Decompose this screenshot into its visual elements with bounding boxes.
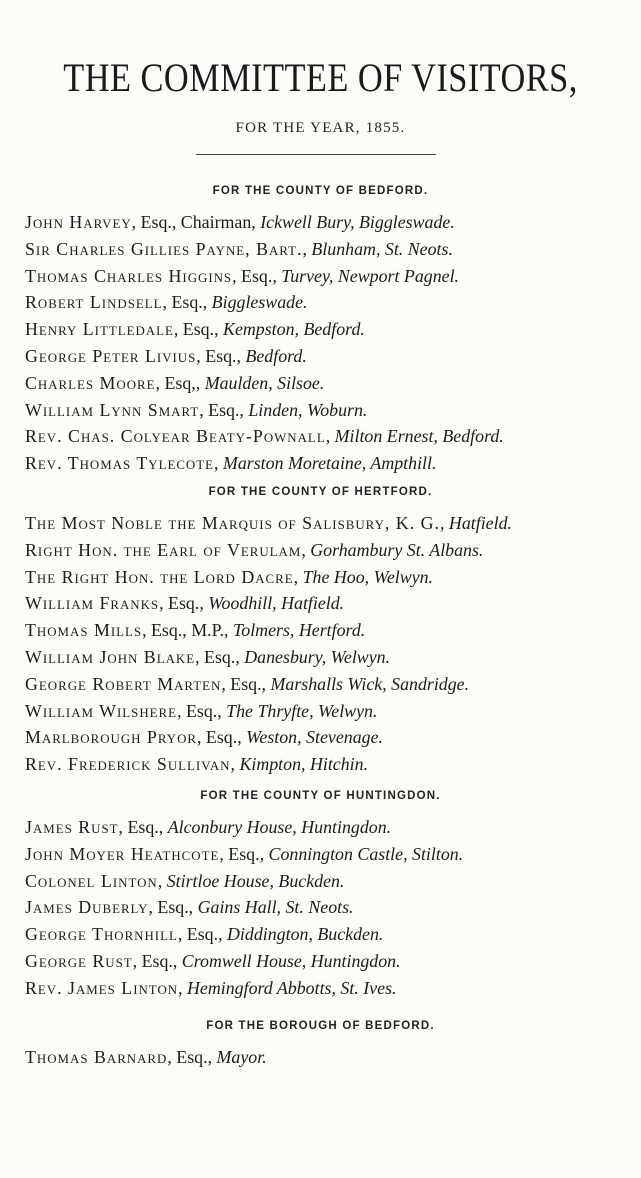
member-title: , bbox=[293, 566, 303, 587]
member-title: , Esq., bbox=[199, 399, 249, 420]
member-title: , Esq., bbox=[167, 1047, 217, 1067]
member-name: Right Hon. the Earl of Verulam bbox=[25, 539, 302, 560]
member-name: John Moyer Heathcote bbox=[25, 843, 220, 864]
member-name: George Peter Livius bbox=[25, 346, 197, 366]
member-name: George Thornhill bbox=[25, 924, 178, 945]
member-entry bbox=[25, 425, 631, 447]
member-residence: Tolmers, Hertford. bbox=[232, 620, 366, 641]
member-name: Rev. James Linton bbox=[25, 977, 179, 998]
member-residence: Blunham, St. Neots. bbox=[311, 238, 453, 259]
member-residence: Linden, Woburn. bbox=[248, 399, 368, 420]
member-entry bbox=[25, 673, 631, 695]
member-residence: Cromwell House, Huntingdon. bbox=[181, 951, 401, 971]
member-entry bbox=[25, 399, 631, 421]
member-residence: Kempston, Bedford. bbox=[223, 319, 365, 340]
member-entry bbox=[25, 646, 631, 668]
title-rule bbox=[196, 154, 436, 155]
member-entry bbox=[25, 843, 631, 865]
member-title: , Esq., bbox=[173, 319, 224, 340]
member-name: William Lynn Smart bbox=[25, 399, 200, 420]
member-entry bbox=[25, 452, 631, 474]
member-residence: Turvey, Newport Pagnel. bbox=[281, 265, 460, 286]
member-title: , Esq., bbox=[195, 647, 245, 667]
member-residence: Marshalls Wick, Sandridge. bbox=[270, 673, 470, 694]
member-title: , Esq., bbox=[232, 265, 282, 286]
member-residence: The Thryfte, Welwyn. bbox=[226, 700, 378, 721]
member-entry bbox=[25, 619, 631, 641]
section-heading: FOR THE COUNTY OF HUNTINGDON. bbox=[200, 790, 441, 802]
member-entry bbox=[25, 896, 631, 918]
member-entry bbox=[25, 977, 631, 999]
member-title: , Esq., bbox=[221, 673, 271, 694]
member-residence: Ickwell Bury, Biggleswade. bbox=[260, 212, 455, 232]
member-residence: Bedford. bbox=[245, 346, 307, 366]
page-subtitle: FOR THE YEAR, 1855. bbox=[235, 120, 406, 136]
member-residence: Gorhambury St. Albans. bbox=[310, 539, 484, 560]
member-residence: The Hoo, Welwyn. bbox=[302, 566, 433, 587]
member-name: George Robert Marten bbox=[25, 673, 222, 694]
member-name: John Harvey bbox=[25, 212, 132, 232]
member-entry bbox=[25, 345, 631, 367]
member-title: , Esq., bbox=[148, 897, 198, 918]
member-title: , Esq., bbox=[177, 700, 227, 721]
member-residence: Gains Hall, St. Neots. bbox=[197, 897, 354, 918]
member-residence: Diddington, Buckden. bbox=[227, 924, 384, 945]
member-name: Marlborough Pryor bbox=[25, 727, 197, 748]
member-name: Rev. Frederick Sullivan bbox=[25, 754, 231, 775]
member-entry bbox=[25, 566, 631, 588]
member-title: , Esq., bbox=[219, 843, 269, 864]
page-title: THE COMMITTEE OF VISITORS, bbox=[63, 55, 578, 100]
member-residence: Kimpton, Hitchin. bbox=[239, 754, 369, 775]
member-name: Henry Littledale bbox=[25, 319, 174, 340]
member-title: , bbox=[178, 977, 188, 998]
member-title: , Esq., Chairman, bbox=[131, 212, 261, 232]
member-entry bbox=[25, 1046, 631, 1068]
member-title: , Esq., bbox=[196, 346, 246, 366]
member-name: William John Blake bbox=[25, 647, 196, 667]
member-residence: Stirtloe House, Buckden. bbox=[166, 870, 345, 891]
section-heading: FOR THE COUNTY OF HERTFORD. bbox=[208, 486, 433, 498]
member-title: , bbox=[301, 539, 311, 560]
member-residence: Connington Castle, Stilton. bbox=[268, 843, 464, 864]
member-residence: Weston, Stevenage. bbox=[246, 727, 383, 748]
member-title: , Esq., bbox=[162, 292, 212, 313]
member-entry bbox=[25, 816, 631, 838]
member-name: Charles Moore bbox=[25, 372, 156, 393]
member-residence: Woodhill, Hatfield. bbox=[208, 593, 345, 614]
member-residence: Hemingford Abbotts, St. Ives. bbox=[187, 977, 397, 998]
section-heading: FOR THE COUNTY OF BEDFORD. bbox=[212, 185, 429, 197]
member-residence: Danesbury, Welwyn. bbox=[244, 647, 391, 667]
member-name: Thomas Barnard bbox=[25, 1047, 168, 1067]
member-name: Robert Lindsell bbox=[25, 292, 163, 313]
member-residence: Alconbury House, Huntingdon. bbox=[167, 817, 392, 837]
member-name: Rev. Thomas Tylecote bbox=[25, 453, 215, 474]
member-name: Rev. Chas. Colyear Beaty-Pownall bbox=[25, 426, 326, 447]
member-entry bbox=[25, 700, 631, 722]
member-entry bbox=[25, 265, 631, 287]
section-heading: FOR THE BOROUGH OF BEDFORD. bbox=[206, 1020, 435, 1032]
member-residence: Biggleswade. bbox=[211, 292, 308, 313]
member-residence: Mayor. bbox=[216, 1047, 267, 1067]
member-title: , Esq., bbox=[118, 817, 168, 837]
member-entry bbox=[25, 950, 631, 972]
member-title: , Esq., M.P., bbox=[142, 620, 233, 641]
member-name: William Wilshere bbox=[25, 700, 178, 721]
member-residence: Marston Moretaine, Ampthill. bbox=[222, 453, 437, 474]
member-title: , Esq., bbox=[196, 727, 247, 748]
member-entry bbox=[25, 592, 631, 614]
member-entry bbox=[25, 870, 631, 892]
member-title: , bbox=[157, 870, 167, 891]
member-entry bbox=[25, 753, 631, 775]
member-entry bbox=[25, 923, 631, 945]
member-name: George Rust bbox=[25, 951, 133, 971]
member-name: The Right Hon. the Lord Dacre bbox=[25, 566, 294, 587]
member-name: Thomas Charles Higgins bbox=[25, 265, 233, 286]
member-name: Colonel Linton bbox=[25, 870, 158, 891]
member-residence: Milton Ernest, Bedford. bbox=[334, 426, 504, 447]
member-title: , Esq., bbox=[159, 593, 209, 614]
member-entry bbox=[25, 726, 631, 748]
member-name: The Most Noble the Marquis of Salisbury, K. G. bbox=[25, 513, 440, 533]
member-entry bbox=[25, 539, 631, 561]
member-entry bbox=[25, 291, 631, 313]
member-title: , bbox=[325, 426, 335, 447]
member-title: , bbox=[302, 238, 312, 259]
member-title: , Esq., bbox=[132, 951, 182, 971]
member-title: , bbox=[230, 754, 240, 775]
member-name: Thomas Mills bbox=[25, 620, 143, 641]
member-entry bbox=[25, 238, 631, 260]
member-entry bbox=[25, 211, 631, 233]
member-title: , Esq,, bbox=[155, 372, 205, 393]
member-title: , bbox=[214, 453, 223, 474]
member-title: , bbox=[439, 513, 449, 533]
member-residence: Hatfield. bbox=[448, 513, 512, 533]
member-entry bbox=[25, 372, 631, 394]
member-name: James Duberly bbox=[25, 897, 149, 918]
member-name: James Rust bbox=[25, 817, 119, 837]
member-entry bbox=[25, 318, 631, 340]
member-name: William Franks bbox=[25, 593, 160, 614]
member-entry bbox=[25, 512, 631, 534]
member-title: , Esq., bbox=[177, 924, 228, 945]
member-name: Sir Charles Gillies Payne, Bart. bbox=[25, 238, 303, 259]
member-residence: Maulden, Silsoe. bbox=[204, 372, 325, 393]
